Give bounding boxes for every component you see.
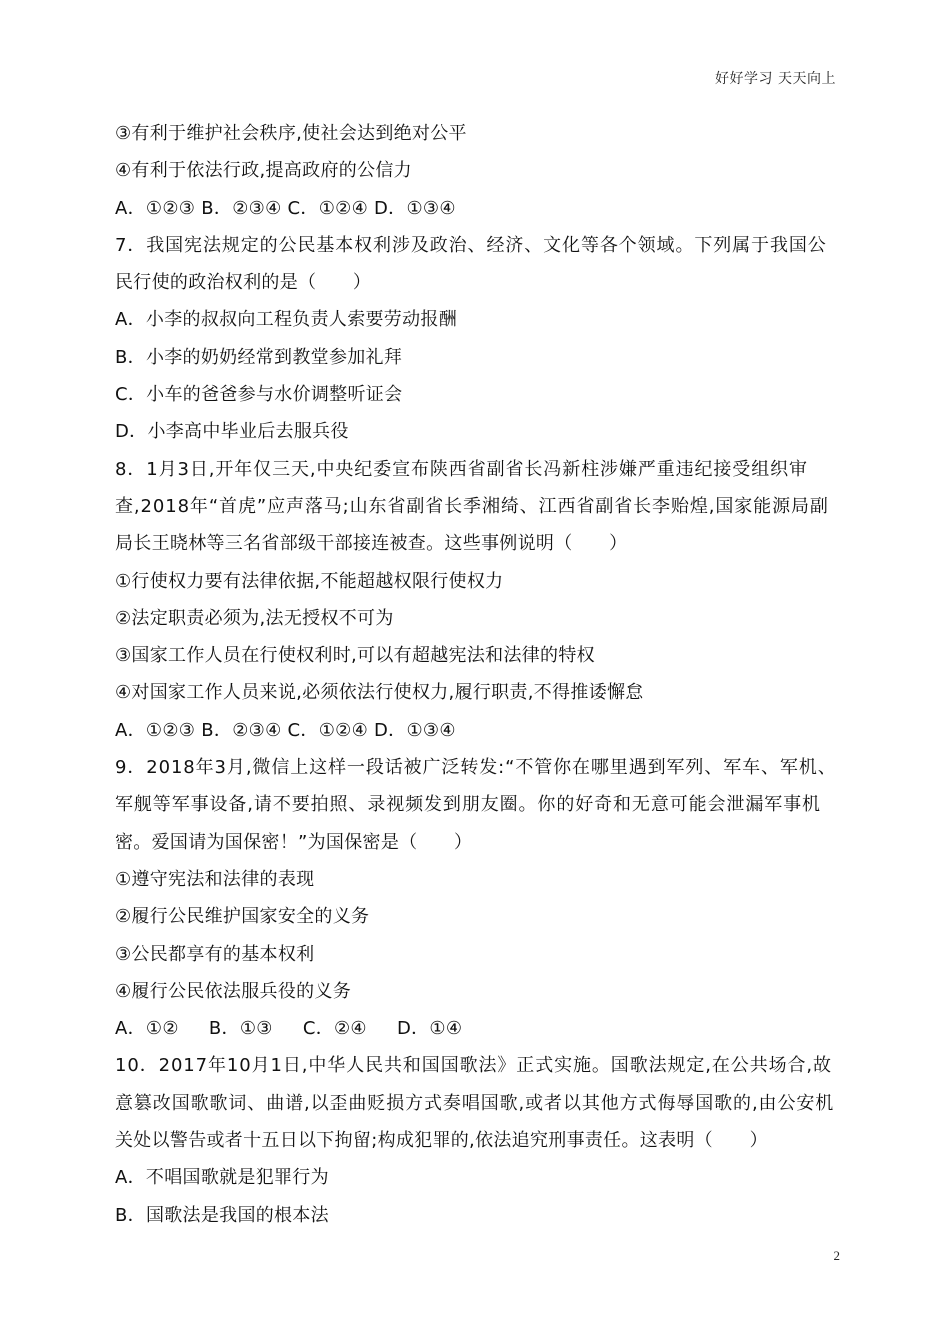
choice-line: A．不唱国歌就是犯罪行为 <box>115 1167 329 1189</box>
option-line: ④对国家工作人员来说,必须依法行使权力,履行职责,不得推诿懈怠 <box>115 682 644 704</box>
document-body <box>115 115 840 1234</box>
question-10-line: 关处以警告或者十五日以下拘留;构成犯罪的,依法追究刑事责任。这表明（ ） <box>115 1130 768 1152</box>
page-header: 好好学习 天天向上 <box>715 71 836 87</box>
choice-line: B．国歌法是我国的根本法 <box>115 1204 329 1226</box>
option-line: ①行使权力要有法律依据,不能超越权限行使权力 <box>115 570 504 592</box>
question-8-line: 局长王晓林等三名省部级干部接连被查。这些事例说明（ ） <box>115 533 628 555</box>
option-line: ②履行公民维护国家安全的义务 <box>115 906 370 928</box>
question-10-line: 10．2017年10月1日,中华人民共和国国歌法》正式实施。国歌法规定,在公共场合,故 <box>115 1055 832 1077</box>
option-line: ①遵守宪法和法律的表现 <box>115 868 315 890</box>
option-line: ③国家工作人员在行使权利时,可以有超越宪法和法律的特权 <box>115 645 595 667</box>
option-line: ③有利于维护社会秩序,使社会达到绝对公平 <box>115 123 467 144</box>
question-8-line: 8．1月3日,开年仅三天,中央纪委宣布陕西省副省长冯新柱涉嫌严重违纪接受组织审 <box>115 458 808 480</box>
choice-line: C．小车的爸爸参与水价调整听证会 <box>115 384 403 406</box>
question-7-line: 民行使的政治权利的是（ ） <box>115 272 372 294</box>
question-8-line: 查,2018年“首虎”应声落马;山东省副省长季湘绮、江西省副省长李贻煌,国家能源局副 <box>115 495 829 517</box>
option-line: ④履行公民依法服兵役的义务 <box>115 980 352 1002</box>
answer-choices: A．①②③ B．②③④ C．①②④ D．①③④ <box>115 719 456 741</box>
question-9-line: 军舰等军事设备,请不要拍照、录视频发到朋友圈。你的好奇和无意可能会泄漏军事机 <box>115 794 821 816</box>
question-10-line: 意篡改国歌歌词、曲谱,以歪曲贬损方式奏唱国歌,或者以其他方式侮辱国歌的,由公安机 <box>115 1092 835 1114</box>
answer-choices: A．①②③ B．②③④ C．①②④ D．①③④ <box>115 197 456 219</box>
question-9-line: 密。爱国请为国保密！”为国保密是（ ） <box>115 831 473 853</box>
question-9-line: 9．2018年3月,微信上这样一段话被广泛转发:“不管你在哪里遇到军列、军车、军机、 <box>115 757 837 779</box>
option-line: ②法定职责必须为,法无授权不可为 <box>115 607 394 629</box>
answer-choices: A．①② B．①③ C．②④ D．①④ <box>115 1018 463 1040</box>
choice-line: A．小李的叔叔向工程负责人索要劳动报酬 <box>115 309 458 331</box>
question-7-line: 7．我国宪法规定的公民基本权利涉及政治、经济、文化等各个领域。下列属于我国公 <box>115 234 827 256</box>
option-line: ③公民都享有的基本权利 <box>115 943 315 965</box>
choice-line: D．小李高中毕业后去服兵役 <box>115 421 349 443</box>
page-number: 2 <box>833 1248 840 1263</box>
option-line: ④有利于依法行政,提高政府的公信力 <box>115 160 412 182</box>
choice-line: B．小李的奶奶经常到教堂参加礼拜 <box>115 346 403 368</box>
